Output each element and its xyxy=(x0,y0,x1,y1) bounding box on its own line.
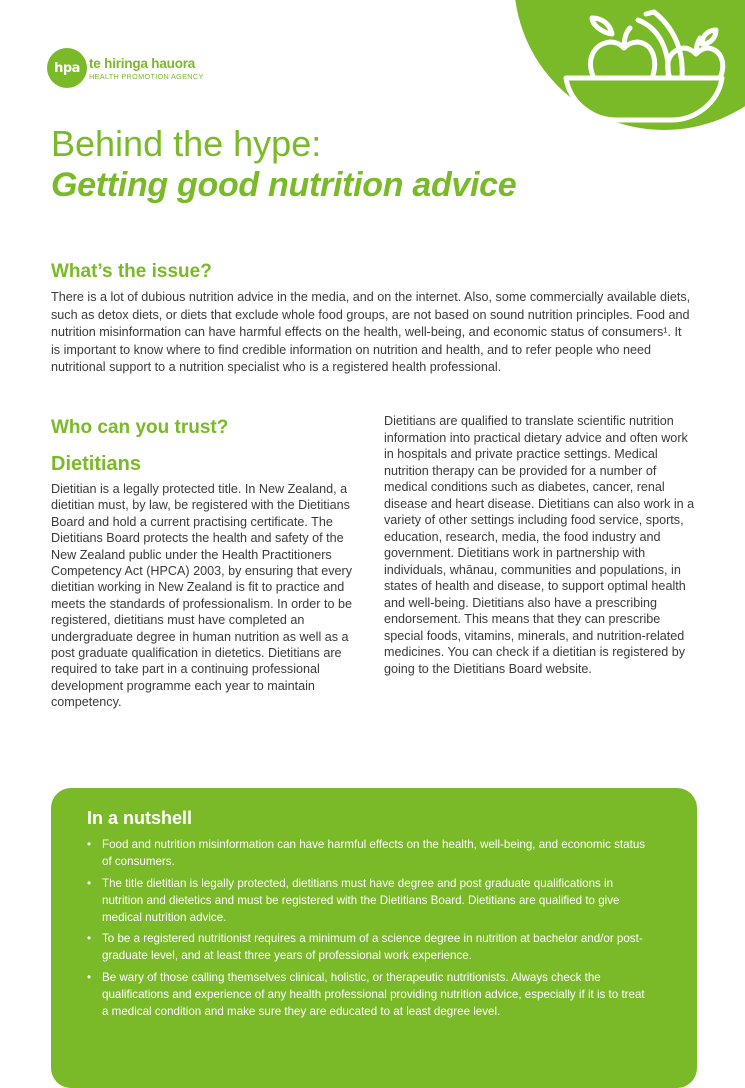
dietitians-body-left: Dietitian is a legally protected title. In New Zealand, a dietitian must, by law, be registered with the Dietitians Board and hold a current practising certificate. The Dietitians Board protects the health and safety of the New Zealand public under the Health Practitioners Competency Act (HPCA) 2003, by ensuring that every dietitian working in New Zealand is fit to practice and meets the standards of professionalism. In order to be registered, dietitians must have completed an undergraduate degree in human nutrition as well as a post graduate qualification in dietetics. Dietitians are required to take part in a continuing professional development programme each year to maintain competency. xyxy=(51,482,353,710)
trust-heading: Who can you trust? xyxy=(51,417,229,438)
nutshell-list xyxy=(87,836,647,1024)
list-item: • To be a registered nutritionist requires a minimum of a science degree in nutrition at bachelor and/or post-graduate level, and at least three years of professional work experience. xyxy=(87,930,647,964)
list-item: • Food and nutrition misinformation can have harmful effects on the health, well-being, and economic status of consumers. xyxy=(87,836,647,870)
dietitians-subheading: Dietitians xyxy=(51,453,142,475)
logo-badge: hpa xyxy=(47,48,87,88)
dietitians-body-right: Dietitians are qualified to translate scientific nutrition information into practical dietary advice and often work in hospitals and private practice settings. Medical nutrition therapy can be provided for a number of medical conditions such as diabetes, cancer, renal disease and heart disease. Dietitians can also work in a variety of other settings including food service, sports, education, research, media, the food industry and government. Dietitians work in partnership with individuals, whānau, communities and populations, in states of health and disease, to support optimal health and well-being. Dietitians also have a prescribing endorsement. This means that they can prescribe special foods, vitamins, minerals, and nutrition-related medicines. You can check if a dietitian is registered by going to the Dietitians Board website. xyxy=(384,414,695,676)
nutshell-heading: In a nutshell xyxy=(87,808,193,828)
issue-heading: What’s the issue? xyxy=(51,261,212,282)
fruit-bowl-icon xyxy=(562,4,732,126)
logo-subtitle: HEALTH PROMOTION AGENCY xyxy=(89,72,204,81)
logo-name: te hiringa hauora xyxy=(89,56,196,71)
page-title-line2: Getting good nutrition advice xyxy=(51,166,517,204)
issue-body: There is a lot of dubious nutrition advice in the media, and on the internet. Also, some commercially available diets, such as detox diets, or diets that exclude whole food groups, are not based on sound nutrition principles. Food and nutrition misinformation can have harmful effects on the health, well-being, and economic status of consumers¹. It is important to know where to find credible information on nutrition and health, and to refer people who need nutritional support to a nutrition specialist who is a registered health professional. xyxy=(51,290,691,375)
page-title-line1: Behind the hype: xyxy=(51,123,322,164)
list-item: • The title dietitian is legally protected, dietitians must have degree and post graduate qualifications in nutrition and dietetics and must be registered with the Dietitians Board. Dietitians are qualified to give medical nutrition advice. xyxy=(87,875,647,926)
nutshell-box xyxy=(51,788,697,1088)
hpa-logo xyxy=(47,48,267,88)
list-item: • Be wary of those calling themselves clinical, holistic, or therapeutic nutritionists. Always check the qualifications and experience of any health professional providing nutrition advice, especially if it is to treat a medical condition and make sure they are educated to at least degree level. xyxy=(87,969,647,1020)
